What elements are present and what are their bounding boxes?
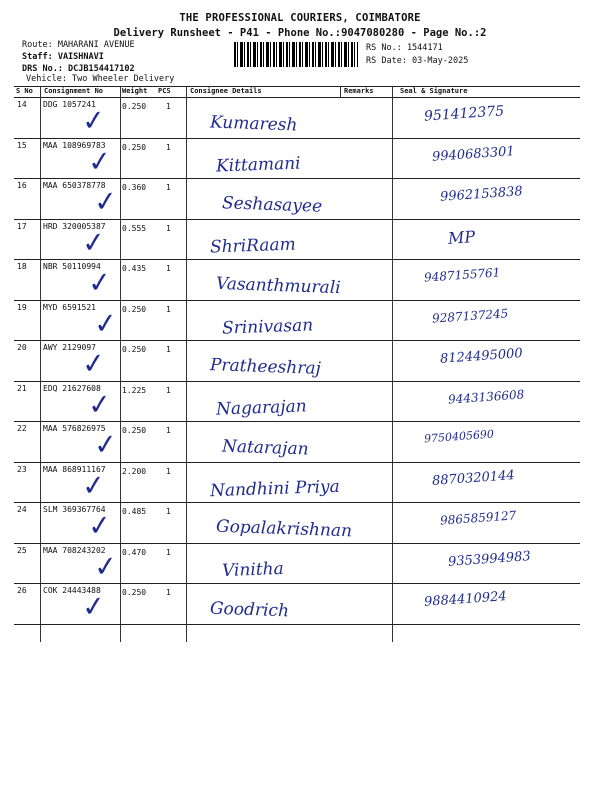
weight-cell: 0.470 bbox=[122, 547, 147, 557]
signature-handwriting: 9940683301 bbox=[431, 143, 516, 165]
table-row bbox=[14, 424, 580, 461]
header-signature: Seal & Signature bbox=[400, 87, 468, 95]
consignment-cell: AWY 2129097 bbox=[43, 343, 96, 352]
signature-handwriting: 9353994983 bbox=[447, 548, 532, 570]
consignee-handwriting: Nandhini Priya bbox=[209, 476, 341, 501]
pcs-cell: 1 bbox=[166, 102, 171, 111]
sno-cell: 25 bbox=[17, 545, 27, 555]
pcs-cell: 1 bbox=[166, 345, 171, 354]
pcs-cell: 1 bbox=[166, 304, 171, 314]
table-row bbox=[14, 303, 580, 340]
table-row bbox=[14, 384, 580, 421]
sno-cell: 14 bbox=[17, 100, 27, 109]
signature-handwriting: 8870320144 bbox=[431, 467, 516, 489]
signature-handwriting: 8124495000 bbox=[439, 346, 524, 367]
table-row bbox=[14, 262, 580, 299]
weight-cell: 0.250 bbox=[122, 142, 147, 152]
table-row bbox=[14, 222, 580, 259]
pcs-cell: 1 bbox=[166, 588, 171, 597]
sno-cell: 17 bbox=[17, 221, 27, 231]
consignment-cell: HRD 320005387 bbox=[43, 221, 106, 231]
check-mark-icon: ✓ bbox=[92, 548, 120, 584]
consignee-handwriting: Vasanthmurali bbox=[215, 273, 341, 299]
row-divider bbox=[14, 300, 580, 301]
route-label: Route: MAHARANI AVENUE bbox=[22, 40, 135, 50]
table-row bbox=[14, 141, 580, 178]
header-remarks: Remarks bbox=[344, 87, 374, 95]
consignment-cell: MYD 6591521 bbox=[43, 302, 96, 312]
sno-cell: 18 bbox=[17, 262, 27, 271]
consignment-cell: MAA 708243202 bbox=[43, 545, 106, 555]
weight-cell: 0.250 bbox=[122, 345, 147, 354]
signature-handwriting: 9865859127 bbox=[439, 508, 517, 528]
company-name: THE PROFESSIONAL COURIERS, COIMBATORE bbox=[179, 12, 421, 24]
consignment-cell: MAA 650378778 bbox=[43, 181, 106, 190]
weight-cell: 0.250 bbox=[122, 426, 147, 435]
consignment-cell: MAA 576826975 bbox=[43, 424, 106, 433]
header-weight: Weight bbox=[122, 87, 148, 95]
signature-handwriting: 9443136608 bbox=[447, 386, 525, 407]
barcode bbox=[234, 42, 358, 67]
consignee-handwriting: ShriRaam bbox=[209, 234, 297, 257]
consignment-cell: SLM 369367764 bbox=[43, 505, 106, 514]
sno-cell: 20 bbox=[17, 343, 27, 352]
consignee-handwriting: Pratheeshraj bbox=[209, 355, 322, 379]
row-divider bbox=[14, 381, 580, 382]
runsheet-title: Delivery Runsheet - P41 - Phone No.:9047080280 - Page No.:2 bbox=[113, 27, 487, 39]
consignment-cell: DDG 1057241 bbox=[43, 100, 96, 109]
sno-cell: 24 bbox=[17, 505, 27, 514]
check-mark-icon: ✓ bbox=[86, 143, 114, 179]
sno-cell: 16 bbox=[17, 181, 27, 190]
check-mark-icon: ✓ bbox=[80, 224, 108, 260]
weight-cell: 0.250 bbox=[122, 588, 147, 597]
consignee-handwriting: Gopalakrishnan bbox=[215, 516, 353, 542]
consignee-handwriting: Vinitha bbox=[221, 558, 285, 581]
check-mark-icon: ✓ bbox=[80, 102, 108, 139]
check-mark-icon: ✓ bbox=[80, 345, 108, 382]
pcs-cell: 1 bbox=[166, 223, 171, 233]
table-row bbox=[14, 505, 580, 542]
pcs-cell: 1 bbox=[166, 426, 171, 435]
header-consignee: Consignee Details bbox=[190, 87, 262, 95]
row-divider bbox=[14, 624, 580, 625]
row-divider bbox=[14, 502, 580, 503]
signature-handwriting: 9487155761 bbox=[423, 265, 501, 285]
table-row bbox=[14, 465, 580, 502]
row-divider bbox=[14, 259, 580, 260]
check-mark-icon: ✓ bbox=[92, 426, 120, 463]
consignee-handwriting: Seshasayee bbox=[221, 193, 323, 217]
consignee-handwriting: Goodrich bbox=[209, 598, 290, 622]
table-row bbox=[14, 343, 580, 380]
consignee-handwriting: Srinivasan bbox=[221, 314, 314, 339]
consignee-handwriting: Natarajan bbox=[221, 436, 309, 460]
pcs-cell: 1 bbox=[166, 264, 171, 273]
header-pcs: PCS bbox=[158, 87, 171, 95]
header-sno: S No bbox=[16, 87, 33, 95]
sno-cell: 19 bbox=[17, 302, 27, 312]
check-mark-icon: ✓ bbox=[92, 183, 120, 220]
runsheet-table bbox=[14, 86, 580, 642]
weight-cell: 2.200 bbox=[122, 466, 147, 476]
signature-handwriting: 951412375 bbox=[423, 103, 505, 125]
table-row bbox=[14, 100, 580, 137]
weight-cell: 0.485 bbox=[122, 507, 147, 516]
pcs-cell: 1 bbox=[166, 385, 171, 395]
pcs-cell: 1 bbox=[166, 142, 171, 152]
weight-cell: 0.250 bbox=[122, 102, 147, 111]
check-mark-icon: ✓ bbox=[92, 305, 120, 341]
check-mark-icon: ✓ bbox=[80, 467, 108, 503]
row-divider bbox=[14, 138, 580, 139]
sno-cell: 23 bbox=[17, 464, 27, 474]
weight-cell: 1.225 bbox=[122, 385, 147, 395]
check-mark-icon: ✓ bbox=[86, 264, 114, 301]
vehicle-label: Vehicle: Two Wheeler Delivery bbox=[26, 74, 175, 84]
weight-cell: 0.360 bbox=[122, 183, 147, 192]
row-divider bbox=[14, 543, 580, 544]
pcs-cell: 1 bbox=[166, 183, 171, 192]
drs-number: DRS No.: DCJB154417102 bbox=[22, 64, 135, 74]
consignee-handwriting: Kittamani bbox=[215, 153, 301, 176]
table-row bbox=[14, 586, 580, 623]
signature-handwriting: MP bbox=[447, 226, 476, 248]
pcs-cell: 1 bbox=[166, 466, 171, 476]
check-mark-icon: ✓ bbox=[86, 507, 114, 544]
rs-number: RS No.: 1544171 bbox=[366, 43, 443, 53]
weight-cell: 0.250 bbox=[122, 304, 147, 314]
rs-date: RS Date: 03-May-2025 bbox=[366, 56, 469, 66]
table-row bbox=[14, 546, 580, 583]
sno-cell: 22 bbox=[17, 424, 27, 433]
sno-cell: 26 bbox=[17, 586, 27, 595]
consignment-cell: EDQ 21627608 bbox=[43, 383, 101, 393]
sno-cell: 21 bbox=[17, 383, 27, 393]
weight-cell: 0.435 bbox=[122, 264, 147, 273]
sno-cell: 15 bbox=[17, 140, 27, 150]
signature-handwriting: 9962153838 bbox=[439, 184, 524, 205]
table-row bbox=[14, 181, 580, 218]
check-mark-icon: ✓ bbox=[80, 588, 108, 625]
check-mark-icon: ✓ bbox=[86, 386, 114, 422]
header-consignment: Consignment No bbox=[44, 87, 104, 95]
signature-handwriting: 9884410924 bbox=[423, 589, 508, 610]
consignment-cell: COK 24443488 bbox=[43, 586, 101, 595]
weight-cell: 0.555 bbox=[122, 223, 147, 233]
consignment-cell: NBR 50110994 bbox=[43, 262, 101, 271]
pcs-cell: 1 bbox=[166, 507, 171, 516]
consignment-cell: MAA 868911167 bbox=[43, 464, 106, 474]
signature-handwriting: 9750405690 bbox=[423, 427, 495, 446]
col-divider bbox=[340, 86, 341, 97]
pcs-cell: 1 bbox=[166, 547, 171, 557]
consignee-handwriting: Kumaresh bbox=[209, 112, 298, 136]
staff-label: Staff: VAISHNAVI bbox=[22, 52, 104, 62]
signature-handwriting: 9287137245 bbox=[431, 305, 509, 326]
consignment-cell: MAA 108969783 bbox=[43, 140, 106, 150]
consignee-handwriting: Nagarajan bbox=[215, 395, 307, 420]
